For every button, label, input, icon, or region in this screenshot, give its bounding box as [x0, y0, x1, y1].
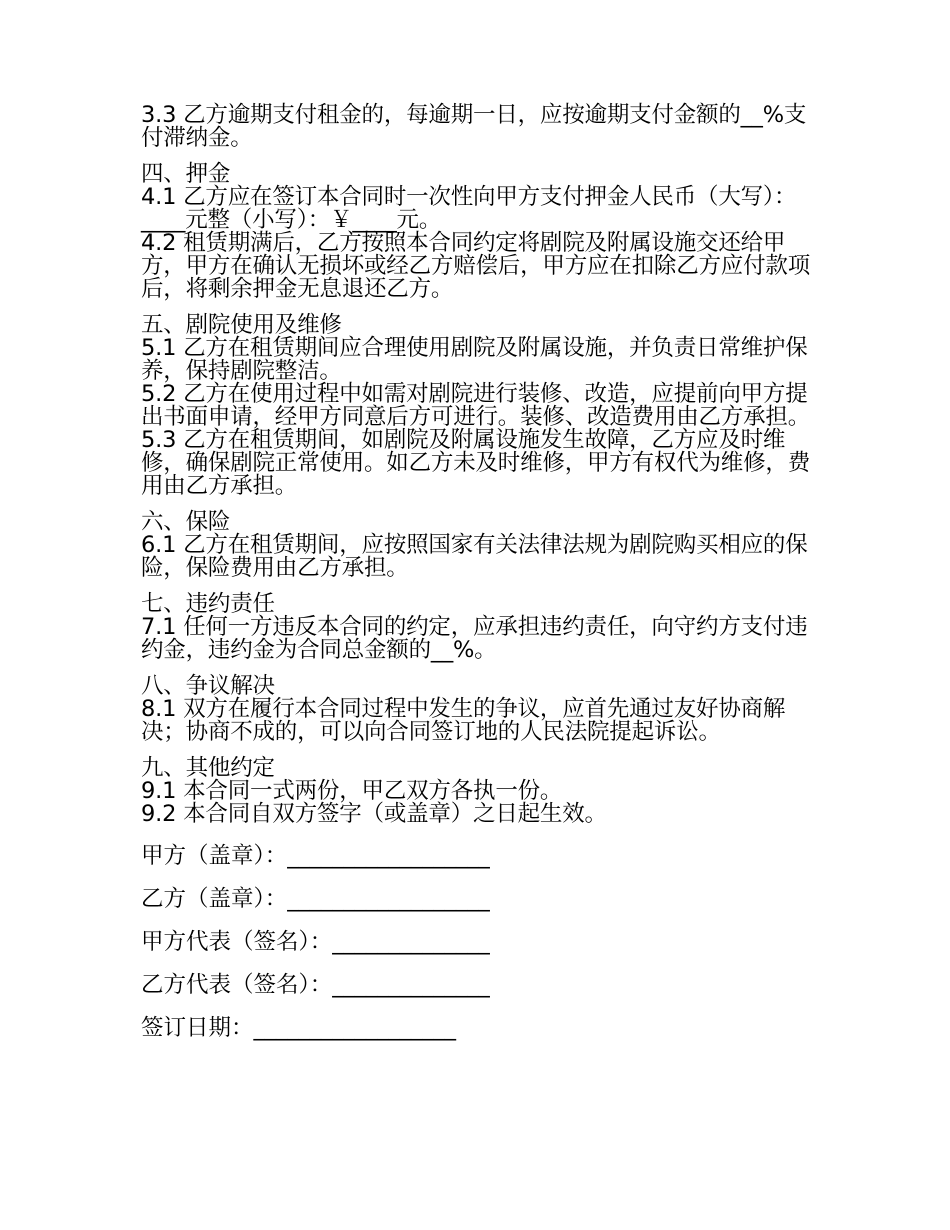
sign-date: 签订日期：__________________ — [141, 1015, 457, 1041]
clause-5-2: 5.2 乙方在使用过程中如需对剧院进行装修、改造，应提前向甲方提出书面申请，经甲方同意后方可进行。装修、改造费用由乙方承担。 — [141, 381, 811, 430]
clause-4-2: 4.2 租赁期满后，乙方按照本合同约定将剧院及附属设施交还给甲方，甲方在确认无损坏或经乙方赔偿后，甲方应在扣除乙方应付款项后，将剩余押金无息退还乙方。 — [141, 230, 811, 302]
signature-party-a: 甲方（盖章）：__________________ — [141, 843, 490, 869]
clause-5-3: 5.3 乙方在租赁期间，如剧院及附属设施发生故障，乙方应及时维修，确保剧院正常使用。如乙方未及时维修，甲方有权代为维修，费用由乙方承担。 — [141, 427, 811, 499]
clause-6-1: 6.1 乙方在租赁期间，应按照国家有关法律法规为剧院购买相应的保险，保险费用由乙方承担。 — [141, 532, 808, 581]
section-heading-other: 九、其他约定 — [141, 755, 275, 781]
section-heading-liability: 七、违约责任 — [141, 591, 275, 617]
section-heading-deposit: 四、押金 — [141, 161, 231, 187]
clause-9-1: 9.1 本合同一式两份，甲乙双方各执一份。 — [141, 778, 563, 804]
clause-4-1: 4.1 乙方应在签订本合同时一次性向甲方支付押金人民币（大写）：____元整（小写）：￥____元。 — [141, 184, 797, 233]
contract-page — [141, 104, 813, 1041]
clause-3-3: 3.3 乙方逾期支付租金的，每逾期一日，应按逾期支付金额的__%支付滞纳金。 — [141, 102, 807, 151]
section-heading-insurance: 六、保险 — [141, 509, 231, 535]
clause-9-2: 9.2 本合同自双方签字（或盖章）之日起生效。 — [141, 801, 607, 827]
signature-party-b: 乙方（盖章）：__________________ — [141, 886, 490, 912]
section-heading-use-maintenance: 五、剧院使用及维修 — [141, 312, 342, 338]
signature-party-a-rep: 甲方代表（签名）：______________ — [141, 929, 490, 955]
section-heading-dispute: 八、争议解决 — [141, 673, 275, 699]
clause-7-1: 7.1 任何一方违反本合同的约定，应承担违约责任，向守约方支付违约金，违约金为合同总金额的__%。 — [141, 614, 808, 663]
clause-5-1: 5.1 乙方在租赁期间应合理使用剧院及附属设施，并负责日常维护保养，保持剧院整洁。 — [141, 335, 808, 384]
signature-party-b-rep: 乙方代表（签名）：______________ — [141, 972, 490, 998]
clause-8-1: 8.1 双方在履行本合同过程中发生的争议，应首先通过友好协商解决；协商不成的，可以向合同签订地的人民法院提起诉讼。 — [141, 696, 786, 745]
